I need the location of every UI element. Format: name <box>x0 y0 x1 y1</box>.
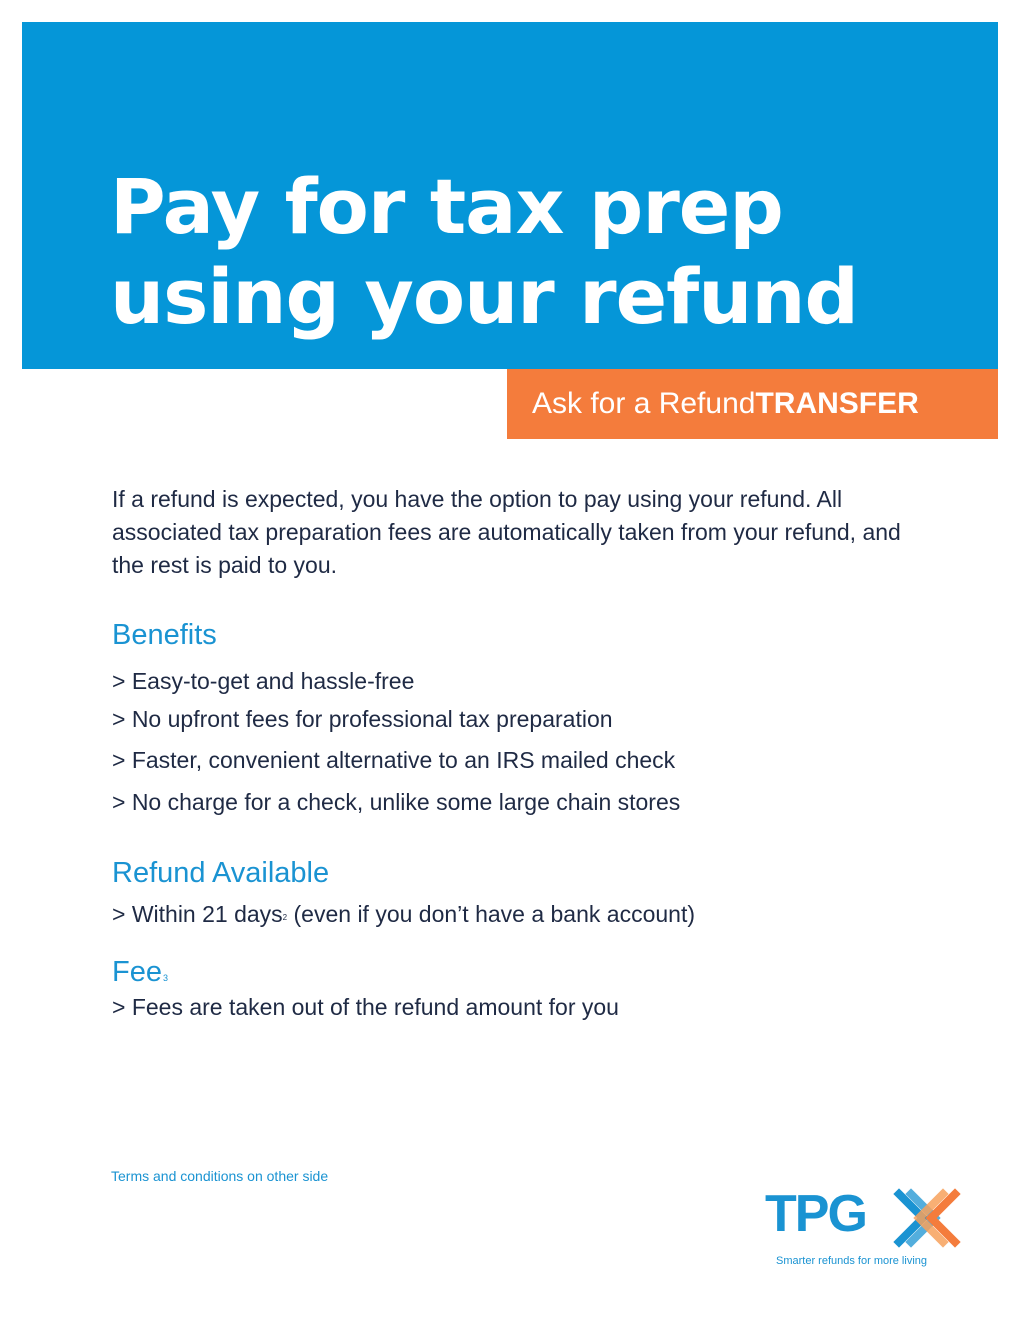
benefit-item: > No charge for a check, unlike some large chain stores <box>112 789 681 815</box>
fee-heading <box>112 955 168 989</box>
benefits-heading: Benefits <box>112 619 217 651</box>
cta-prefix: Ask for a Refund <box>532 387 756 420</box>
refund-available-note: (even if you don’t have a bank account) <box>287 901 695 927</box>
benefit-item: > Easy-to-get and hassle-free <box>112 668 415 694</box>
logo-wordmark: TPG <box>765 1185 866 1243</box>
footnote-marker: 2 <box>282 913 288 922</box>
fee-heading-text: Fee <box>112 956 162 988</box>
footnote-marker: 3 <box>162 973 168 983</box>
page-title <box>110 162 858 342</box>
tpg-logo <box>765 1180 965 1270</box>
terms-note: Terms and conditions on other side <box>111 1168 329 1184</box>
title-line-1: Pay for tax prep <box>110 162 783 251</box>
cta-emphasis: TRANSFER <box>755 387 919 420</box>
fee-item: > Fees are taken out of the refund amount for you <box>112 994 619 1020</box>
refund-available-item <box>112 899 695 929</box>
title-line-2: using your refund <box>110 252 858 341</box>
logo-tagline: Smarter refunds for more living <box>776 1255 927 1267</box>
refund-available-heading: Refund Available <box>112 857 330 889</box>
benefit-item: > Faster, convenient alternative to an IRS mailed check <box>112 747 676 773</box>
benefit-item: > No upfront fees for professional tax preparation <box>112 706 613 732</box>
refund-transfer-banner <box>507 369 998 439</box>
hero-banner <box>22 22 998 369</box>
refund-available-text: > Within 21 days <box>112 901 283 927</box>
intro-paragraph: If a refund is expected, you have the option to pay using your refund. All associated tax preparation fees are automatically taken from your refund, and the rest is paid to you. <box>112 486 901 578</box>
tpg-x-logo-icon <box>893 1184 961 1252</box>
